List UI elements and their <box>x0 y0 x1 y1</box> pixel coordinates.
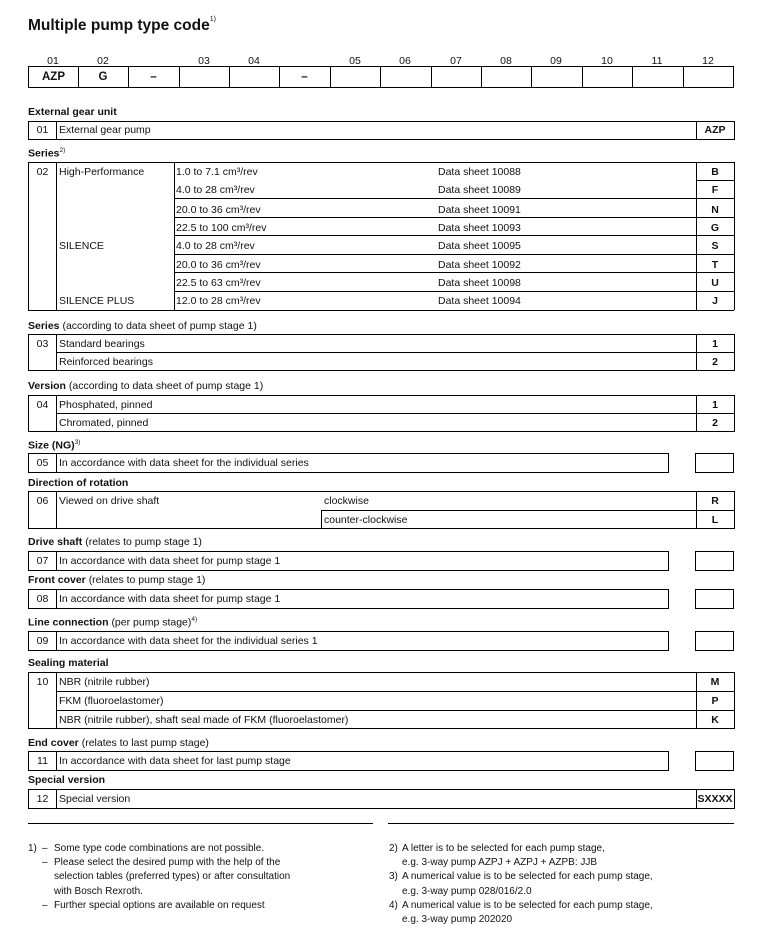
series-group-high-performance: High-Performance <box>59 166 145 178</box>
section-10-table: 10 NBR (nitrile rubber) M FKM (fluoroelastomer) P NBR (nitrile rubber), shaft seal made of FKM (fluoroelastomer) K <box>28 672 734 729</box>
footnote-1-text: Some type code combinations are not possible. <box>54 843 265 854</box>
code-box-11 <box>632 66 684 88</box>
section-title-version: Version (according to data sheet of pump stage 1) <box>28 380 264 392</box>
page-title: Multiple pump type code$^{1)}$ <box>28 15 216 34</box>
section-04-table: 04 Phosphated, pinned 1 Chromated, pinned 2 <box>28 395 734 432</box>
section-06-table: 06 Viewed on drive shaft clockwise R counter-clockwise L <box>28 491 734 529</box>
code-box-02: G <box>78 66 129 88</box>
section-title-size: Size (NG)$^{3)}$ <box>28 439 81 452</box>
section-05-table: 05 In accordance with data sheet for the individual series <box>28 453 669 473</box>
section-title-series-bearings: Series (according to data sheet of pump stage 1) <box>28 320 257 332</box>
section-09-table: 09 In accordance with data sheet for the individual series 1 <box>28 631 669 651</box>
code-box-separator: – <box>128 66 180 88</box>
code-box-10 <box>582 66 633 88</box>
code-box-04 <box>229 66 280 88</box>
section-12-table: 12 Special version SXXXX <box>28 789 734 809</box>
footnote-4-text: A numerical value is to be selected for each pump stage, <box>402 900 653 911</box>
line-connection-code-box <box>695 631 734 651</box>
section-title-front-cover: Front cover (relates to pump stage 1) <box>28 574 206 586</box>
section-11-table: 11 In accordance with data sheet for last pump stage <box>28 751 669 771</box>
section-02-table: 02 High-Performance SILENCE SILENCE PLUS 1.0 to 7.1 cm³/rev Data sheet 10088 B 4.0 to 28 cm³/rev Data sheet 10089 F 20.0 to 36 cm³/rev Data sheet 10091 N 22.5 to 100 cm³/rev Data sheet 10093 G 4.0 to 28 cm³/rev Data sheet 10095 S 20.0 to 36 cm³/rev Data sheet 10092 T 22.5 to 63 cm³/rev Data sheet 10098 U 12.0 to 28 cm³/rev Data sheet 10094 J <box>28 162 734 311</box>
section-title-end-cover: End cover (relates to last pump stage) <box>28 737 209 749</box>
series-group-silence-plus: SILENCE PLUS <box>59 295 135 307</box>
size-code-box <box>695 453 734 473</box>
section-title-sealing-material: Sealing material <box>28 657 109 669</box>
section-08-table: 08 In accordance with data sheet for pump stage 1 <box>28 589 669 609</box>
end-cover-code-box <box>695 751 734 771</box>
section-title-external-gear-unit: External gear unit <box>28 106 117 118</box>
front-cover-code-box <box>695 589 734 609</box>
code-box-01: AZP <box>28 66 79 88</box>
footnote-rule-left <box>28 823 373 824</box>
footnote-2-text: A letter is to be selected for each pump stage, <box>402 843 605 854</box>
section-07-table: 07 In accordance with data sheet for pump stage 1 <box>28 551 669 571</box>
drive-shaft-code-box <box>695 551 734 571</box>
code-box-09 <box>531 66 583 88</box>
code-box-08 <box>481 66 532 88</box>
series-group-silence: SILENCE <box>59 240 104 252</box>
code-box-07 <box>431 66 482 88</box>
section-title-drive-shaft: Drive shaft (relates to pump stage 1) <box>28 536 202 548</box>
code-box-separator: – <box>279 66 331 88</box>
footnote-3-text: A numerical value is to be selected for each pump stage, <box>402 871 653 882</box>
section-01-table: 01 External gear pump AZP <box>28 121 734 140</box>
section-title-direction-of-rotation: Direction of rotation <box>28 477 129 489</box>
code-box-05 <box>330 66 381 88</box>
section-title-series: Series$^{2)}$ <box>28 147 66 160</box>
code-box-12 <box>683 66 734 88</box>
code-box-03 <box>179 66 230 88</box>
section-title-line-connection: Line connection (per pump stage)$^{4)}$ <box>28 616 198 629</box>
section-03-table: 03 Standard bearings 1 Reinforced bearings 2 <box>28 334 734 371</box>
code-box-06 <box>380 66 432 88</box>
footnote-rule-right <box>388 823 734 824</box>
section-title-special-version: Special version <box>28 774 106 786</box>
